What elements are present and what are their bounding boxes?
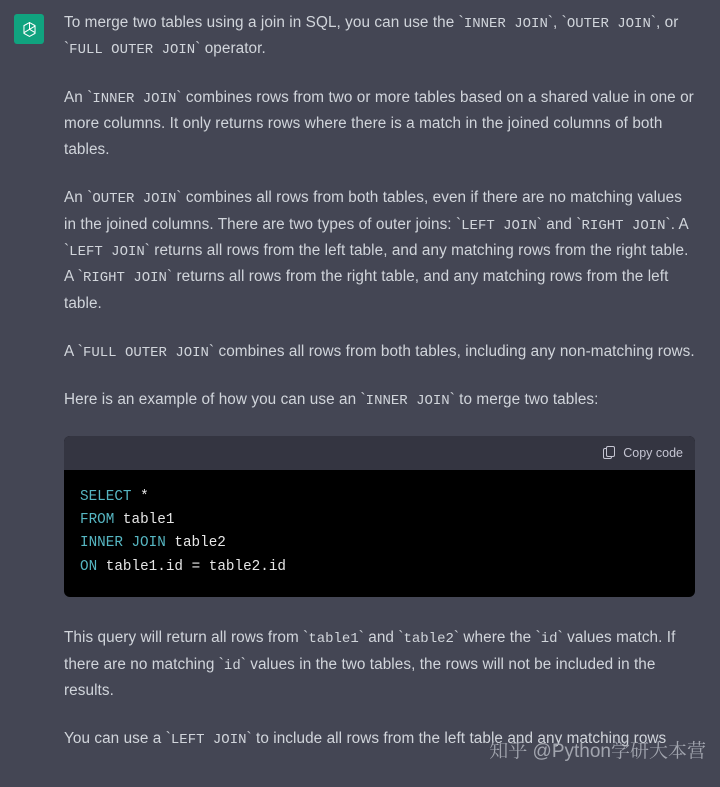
paragraph-5: Here is an example of how you can use an `INNER JOIN` to merge two tables: [64, 391, 599, 410]
code-block [64, 436, 695, 598]
paragraph-4: A `FULL OUTER JOIN` combines all rows from both tables, including any non-matching rows. [64, 342, 695, 361]
inline-code: LEFT JOIN [69, 244, 145, 261]
inline-code: INNER JOIN [365, 393, 450, 410]
openai-logo-icon [20, 20, 39, 39]
code-block-header [64, 436, 695, 470]
inline-code: id [540, 631, 558, 648]
paragraph-7: You can use a `LEFT JOIN` to include all rows from the left table and any matching rows [64, 730, 667, 749]
inline-code: OUTER JOIN [92, 191, 177, 208]
inline-code: FULL OUTER JOIN [82, 344, 209, 361]
paragraph-3: An `OUTER JOIN` combines all rows from both tables, even if there are no matching values in the joined columns. There are two types of outer joins: `LEFT JOIN` and `RIGHT JOIN`. A `LEFT JOIN` returns all rows from the left table, and any matching rows from the right table. A `RIGHT JOIN` returns all rows from the right table, and any matching rows from the left table. [64, 189, 689, 312]
inline-code: RIGHT JOIN [581, 217, 666, 234]
inline-code: LEFT JOIN [170, 732, 247, 749]
paragraph-2: An `INNER JOIN` combines rows from two or more tables based on a shared value in one or more columns. It only returns rows where there is a match in the joined columns of both tables. [64, 88, 694, 159]
inline-code: FULL OUTER JOIN [69, 42, 196, 59]
inline-code: table1 [308, 631, 359, 648]
copy-code-button[interactable] [603, 446, 683, 460]
inline-code: INNER JOIN [463, 16, 548, 32]
inline-code: id [223, 657, 241, 674]
inline-code: INNER JOIN [92, 90, 177, 107]
inline-code: RIGHT JOIN [82, 270, 167, 287]
inline-code: LEFT JOIN [461, 217, 537, 234]
avatar [14, 14, 44, 44]
copy-icon [603, 446, 616, 460]
copy-code-label: Copy code [623, 445, 683, 460]
code-content[interactable]: SELECT * FROM table1 INNER JOIN table2 ON table1.id = table2.id [80, 488, 286, 575]
inline-code: OUTER JOIN [566, 16, 651, 32]
message-body [56, 0, 720, 787]
paragraph-1: To merge two tables using a join in SQL, you can use the `INNER JOIN`, `OUTER JOIN`, or `FULL OUTER JOIN` operator. [64, 14, 679, 59]
message-avatar-column [0, 0, 56, 787]
paragraph-6: This query will return all rows from `table1` and `table2` where the `id` values match. If there are no matching `id` values in the two tables, the rows will not be included in the results. [64, 629, 676, 699]
inline-code: table2 [403, 631, 454, 648]
watermark: 知乎 @Python学研大本营 [489, 741, 706, 762]
